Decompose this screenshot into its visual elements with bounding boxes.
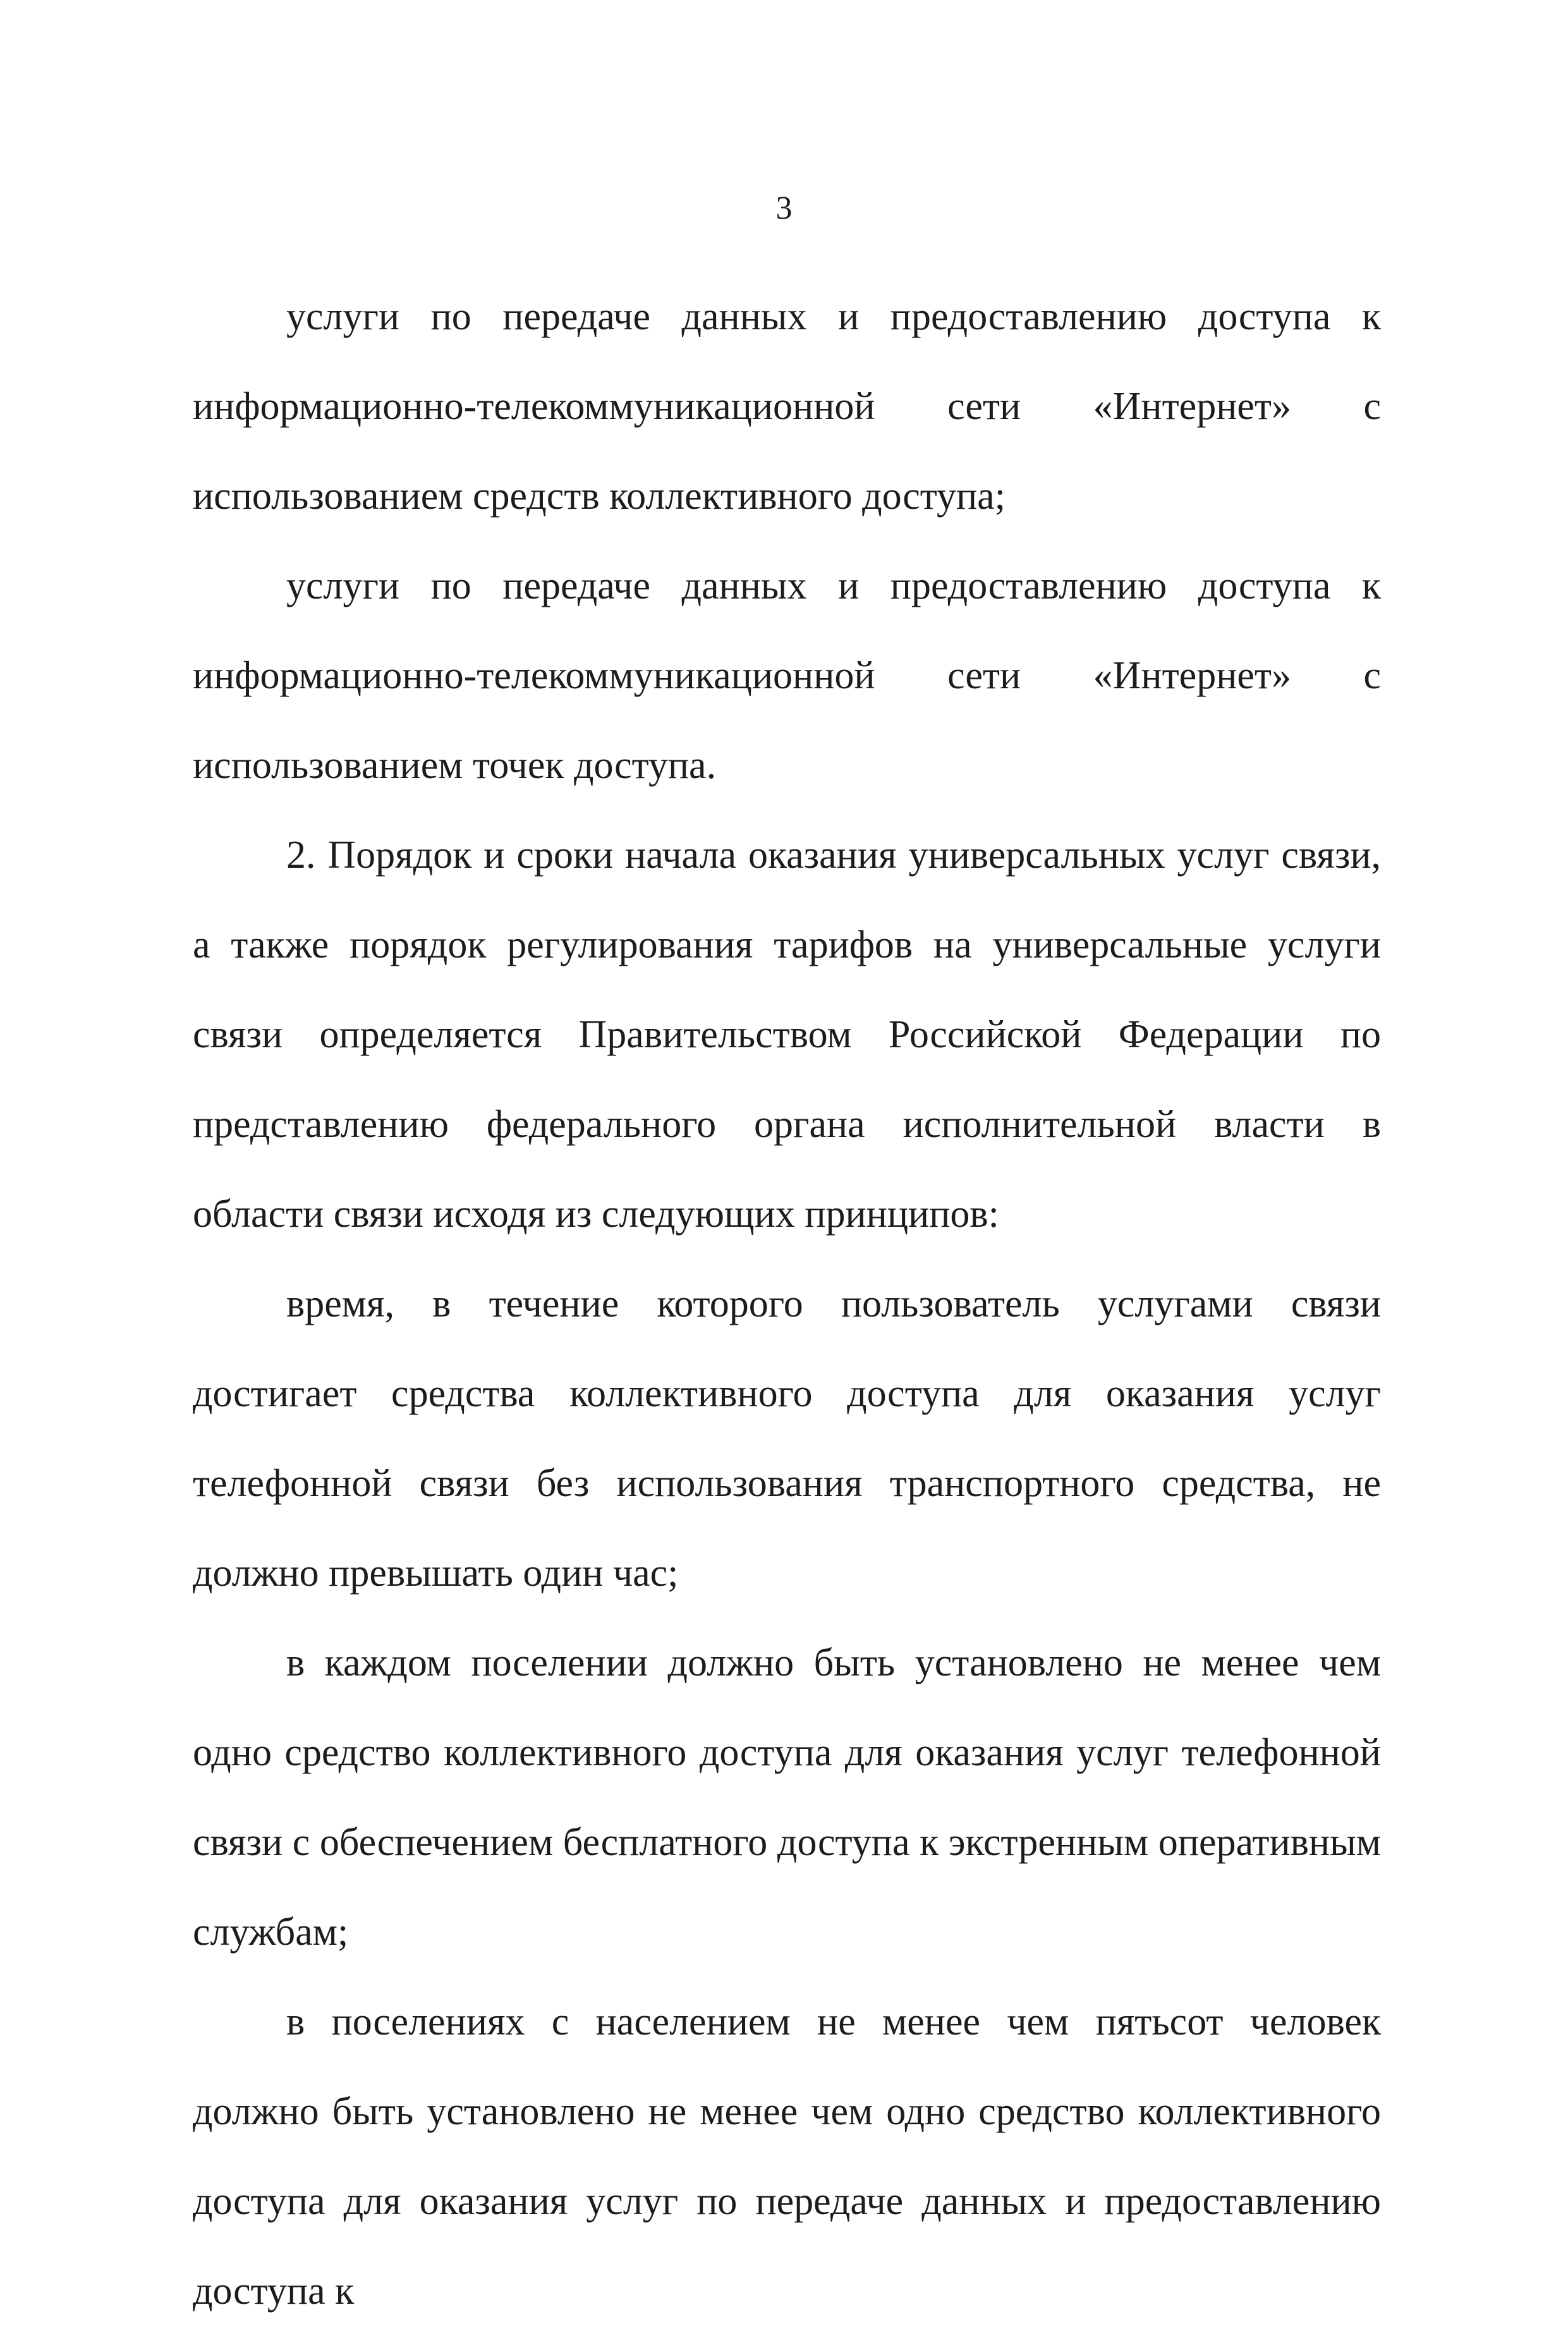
- paragraph-procedure-and-terms: 2. Порядок и сроки начала оказания универсальных услуг связи, а также порядок регулирования тарифов на универсальные услуги связи определяется Правительством Российской Федерации по представлению федерального органа исполнительной власти в области связи исходя из следующих принципов:: [193, 834, 1381, 1236]
- paragraph-principle-travel-time: время, в течение которого пользователь услугами связи достигает средства коллективного доступа для оказания услуг телефонной связи без использования транспортного средства, не должно превышать один час;: [193, 1282, 1381, 1595]
- document-body: [193, 272, 1381, 2336]
- paragraph-principle-each-settlement: в каждом поселении должно быть установлено не менее чем одно средство коллективного доступа для оказания услуг телефонной связи с обеспечением бесплатного доступа к экстренным оперативным службам;: [193, 1641, 1381, 1954]
- paragraph-data-services-collective-access: услуги по передаче данных и предоставлению доступа к информационно-телекоммуникационной сети «Интернет» с использованием средств коллективного доступа;: [193, 295, 1381, 518]
- paragraph-principle-population-500: в поселениях с населением не менее чем пятьсот человек должно быть установлено не менее чем одно средство коллективного доступа для оказания услуг по передаче данных и предоставлению доступа к: [193, 2000, 1381, 2313]
- page-number: 3: [775, 190, 793, 226]
- paragraph-data-services-access-points: услуги по передаче данных и предоставлению доступа к информационно-телекоммуникационной сети «Интернет» с использованием точек доступа.: [193, 564, 1381, 787]
